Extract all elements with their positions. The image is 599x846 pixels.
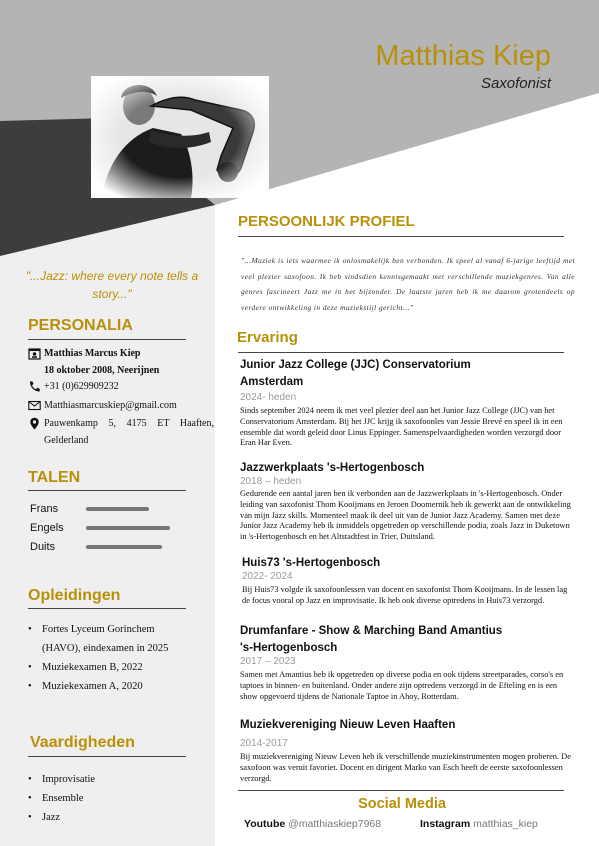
role-subtitle: Saxofonist <box>480 75 551 92</box>
job-date: 2024- heden <box>240 392 297 403</box>
opleidingen-list <box>28 620 188 696</box>
personalia-name: Matthias Marcus Kiep <box>44 348 141 359</box>
language-level-bar <box>86 526 170 530</box>
job-date: 2014-2017 <box>240 738 288 749</box>
divider <box>28 339 186 340</box>
phone-icon <box>28 380 41 393</box>
list-item: • Fortes Lyceum Gorinchem (HAVO), eindexamen in 2025 <box>28 620 188 658</box>
location-pin-icon <box>28 417 41 430</box>
instagram-handle[interactable]: matthias_kiep <box>473 818 538 830</box>
job-title: Muziekvereniging Nieuw Leven Haaften <box>240 719 456 731</box>
list-item: • Ensemble <box>28 789 188 808</box>
language-label: Frans <box>30 503 59 515</box>
job-description: Bij Huis73 volgde ik saxofoonlessen van docent en saxofonist Thom Kooijmans. In de lessen lag de focus vooral op Jazz en improvisatie. Ik heb ook diverse optredens in Huis73 verzorgd. <box>242 585 568 605</box>
divider <box>238 352 564 353</box>
list-item: • Improvisatie <box>28 770 188 789</box>
experience-title: Ervaring <box>237 329 298 346</box>
language-label: Duits <box>30 541 56 553</box>
personalia-email[interactable]: Matthiasmarcuskiep@gmail.com <box>44 400 177 411</box>
social-title: Social Media <box>358 796 446 812</box>
job-title: Junior Jazz College (JJC) Conservatorium Amsterdam <box>240 359 471 388</box>
divider <box>238 236 564 237</box>
personalia-phone: +31 (0)629909232 <box>44 381 119 392</box>
vaardigheden-list <box>28 770 188 827</box>
youtube-handle[interactable]: @matthiaskiep7968 <box>288 818 382 830</box>
job-title: Jazzwerkplaats 's-Hertogenbosch <box>240 462 425 474</box>
talen-title: TALEN <box>28 469 81 486</box>
job-description: Bij muziekvereniging Nieuw Leven heb ik verschillende muziekinstrumenten mogen proberen. De saxofoon was veruit favoriet. Docent en dirigent Marko van Esch heeft de eerste saxofoonlessen verzorgd. <box>240 752 571 783</box>
youtube-row <box>244 818 381 830</box>
profile-text: "...Muziek is iets waarmee ik onlosmakelijk ben verbonden. Ik speel al vanaf 6-jarige leeftijd met veel plezier saxofoon. Ik heb sindsdien kennisgemaakt met verschillende muziekgenres. Van alle genres fascineert Jazz me in het bijzonder. De laatste jaren heb ik me daarom grotendeels op verdere ontwikkeling in deze muziekstijl gericht..." <box>241 256 575 312</box>
language-level-bar <box>86 545 162 549</box>
divider <box>28 490 186 491</box>
list-item: • Muziekexamen A, 2020 <box>28 677 188 696</box>
job-description: Sinds september 2024 neem ik met veel plezier deel aan het Junior Jazz College (JJC) van het Conservatorium Amsterdam. Bij het JJC krijg ik saxofoonles van Jessie Brevé en speel ik in een ensemble dat wordt geleid door Linus Eppinger. Samenspelvaardigheden worden verzorgd door Eran Har Even. <box>240 406 563 448</box>
divider <box>238 790 564 791</box>
instagram-row <box>420 818 538 830</box>
personalia-address: Pauwenkamp 5, 4175 ET Haaften, Gelderland <box>44 418 214 446</box>
list-item: • Muziekexamen B, 2022 <box>28 658 188 677</box>
personalia-title: PERSONALIA <box>28 317 133 334</box>
profile-title: PERSOONLIJK PROFIEL <box>238 213 415 230</box>
name-heading: Matthias Kiep <box>375 40 551 72</box>
language-label: Engels <box>30 522 64 534</box>
youtube-label: Youtube <box>244 818 286 830</box>
personalia-birth: 18 oktober 2008, Neerijnen <box>44 365 160 376</box>
job-title: Huis73 's-Hertogenbosch <box>242 557 381 569</box>
divider <box>28 608 186 609</box>
sidebar-quote: "...Jazz: where every note tells a story..." <box>25 269 199 301</box>
envelope-icon <box>28 399 41 412</box>
id-card-icon <box>28 347 41 360</box>
vaardigheden-title: Vaardigheden <box>30 734 135 751</box>
job-description: Samen met Amantius heb ik opgetreden op diverse podia en ook tijdens streetparades, corso's en taptoes in binnen- en buitenland. Onder andere zijn optredens verzorgd in de Efteling en is een show opgevoerd tijdens de Nationale Taptoe in Ahoy, Rotterdam. <box>240 670 564 701</box>
opleidingen-title: Opleidingen <box>28 587 121 604</box>
job-title: Drumfanfare - Show & Marching Band Amantius 's-Hertogenbosch <box>240 625 503 654</box>
language-level-bar <box>86 507 149 511</box>
divider <box>28 756 186 757</box>
profile-photo <box>91 76 269 198</box>
job-date: 2022- 2024 <box>242 571 293 582</box>
instagram-label: Instagram <box>420 818 471 830</box>
job-date: 2017 – 2023 <box>240 656 296 667</box>
job-description: Gedurende een aantal jaren ben ik verbonden aan de Jazzwerkplaats in 's-Hertogenbosch. Onder leiding van saxofonist Thom Kooijmans en Jeroen Doomernik heb ik gewerkt aan de ontwikkeling van mijn Jazz skills. Momenteel maak ik deel uit van de Junior Jazz Academy. Samen met deze Junior Jazz Academy heb ik inmiddels opgetreden op verschillende podia, zoals Jazz in Duketown in 's-Hertogenbosch en het Altstadtfest in Trier, Duitsland. <box>240 489 571 542</box>
job-date: 2018 – heden <box>240 476 302 487</box>
list-item: • Jazz <box>28 808 188 827</box>
